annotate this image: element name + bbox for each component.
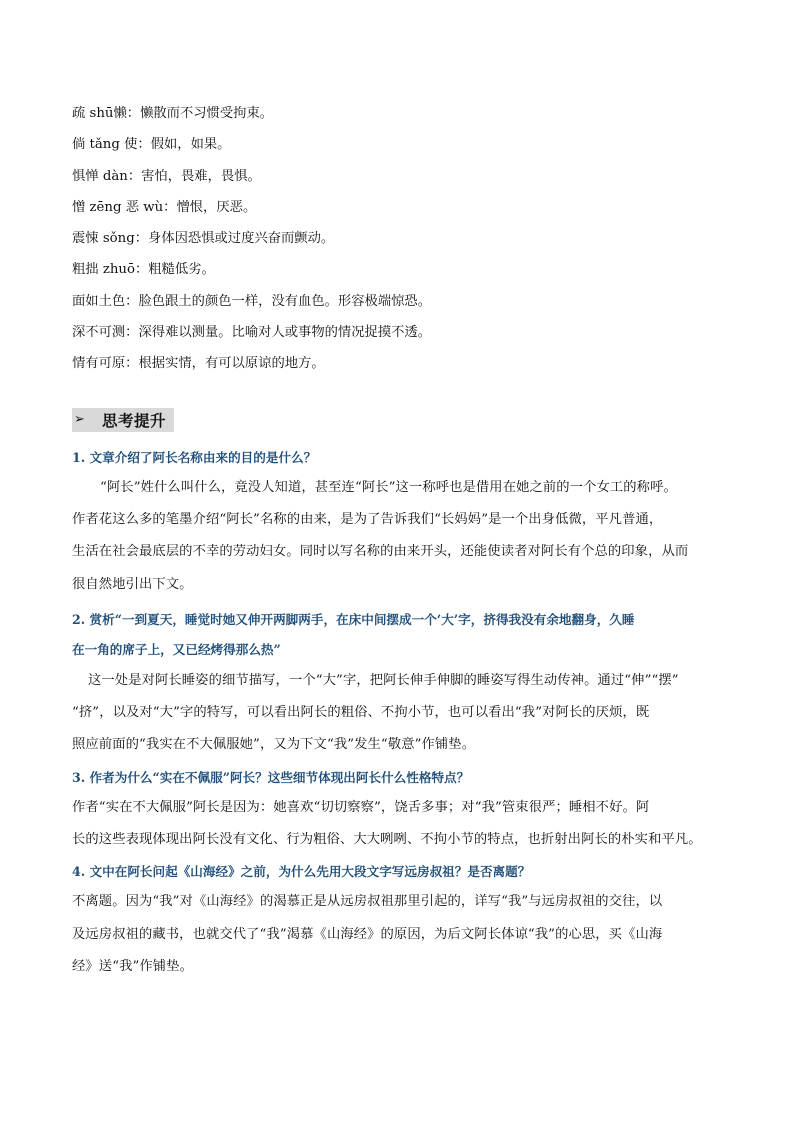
vocab-entry: 惧惮 dàn：害怕，畏难，畏惧。: [72, 168, 261, 184]
vocab-entry: 粗拙 zhuō：粗糙低劣。: [72, 262, 215, 278]
vocab-entry: 疏 shū懒：懒散而不习惯受拘束。: [72, 106, 274, 121]
question-heading: 1. 文章介绍了阿长名称由来的目的是什么？: [72, 449, 317, 465]
arrow-bullet-icon: ➢: [74, 412, 85, 428]
question-block-1: [72, 444, 728, 601]
question-block-3: [72, 764, 728, 857]
question-heading: 4. 文中在阿长问起《山海经》之前，为什么先用大段文字写远房叔祖？是否离题？: [72, 864, 531, 880]
vocab-entry: 震悚 sǒng：身体因恐惧或过度兴奋而颤动。: [72, 231, 335, 247]
answer-paragraph: 不离题。因为“我”对《山海经》的渴慕正是从远房叔祖那里引起的，详写“我”与远房叔祖的交往，以 及远房叔祖的藏书，也就交代了“我”渴慕《山海经》的原因，为后文阿长体谅“我”的心思，买《山海 经》送“我”作铺垫。: [72, 894, 663, 974]
vocab-entry: 深不可测：深得难以测量。比喻对人或事物的情况捉摸不透。: [72, 325, 432, 341]
answer-paragraph: 这一处是对阿长睡姿的细节描写，一个“大”字，把阿长伸手伸脚的睡姿写得生动传神。通过“伸”“摆” “挤”，以及对“大”字的特写，可以看出阿长的粗俗、不拘小节，也可以看出“我”对阿长的厌烦，既 照应前面的“我实在不大佩服她”，又为下文“我”发生“敬意”作铺垫。: [72, 672, 679, 753]
vocab-entry: 情有可原：根据实情，有可以原谅的地方。: [72, 356, 325, 372]
question-heading: 3. 作者为什么“实在不佩服”阿长？这些细节体现出阿长什么性格特点？: [72, 769, 470, 785]
vocab-entry: 倘 tǎng 使：假如，如果。: [72, 137, 231, 153]
answer-paragraph: 作者“实在不大佩服”阿长是因为：她喜欢“切切察察”，饶舌多事；对“我”管束很严；睡相不好。阿 长的这些表现体现出阿长没有文化、行为粗俗、大大咧咧、不拘小节的特点，也折射出阿长的朴实和平凡。: [72, 799, 702, 848]
vocab-entry: 面如土色：脸色跟土的颜色一样，没有血色。形容极端惊恐。: [72, 293, 432, 309]
answer-paragraph: “阿长”姓什么叫什么，竟没人知道，甚至连“阿长”这一称呼也是借用在她之前的一个女工的称呼。 作者花这么多的笔墨介绍“阿长”名称的由来，是为了告诉我们“长妈妈”是一个出身低微，平凡普通， 生活在社会最底层的不幸的劳动妇女。同时以写名称的由来开头，还能使读者对阿长有个总的印象，从而 很自然地引出下文。: [72, 479, 689, 592]
document-content: [72, 98, 728, 983]
section-title: 思考提升: [102, 411, 167, 430]
vocabulary-list: [72, 98, 728, 380]
section-header: [72, 408, 174, 432]
question-heading: 2. 赏析“一到夏天，睡觉时她又伸开两脚两手，在床中间摆成一个‘大’字，挤得我没有余地翻身，久睡 在一角的席子上，又已经烤得那么热”: [72, 611, 635, 657]
question-block-2: [72, 605, 728, 762]
vocab-entry: 憎 zēng 恶 wù：憎恨，厌恶。: [72, 199, 257, 215]
question-block-4: [72, 858, 728, 983]
